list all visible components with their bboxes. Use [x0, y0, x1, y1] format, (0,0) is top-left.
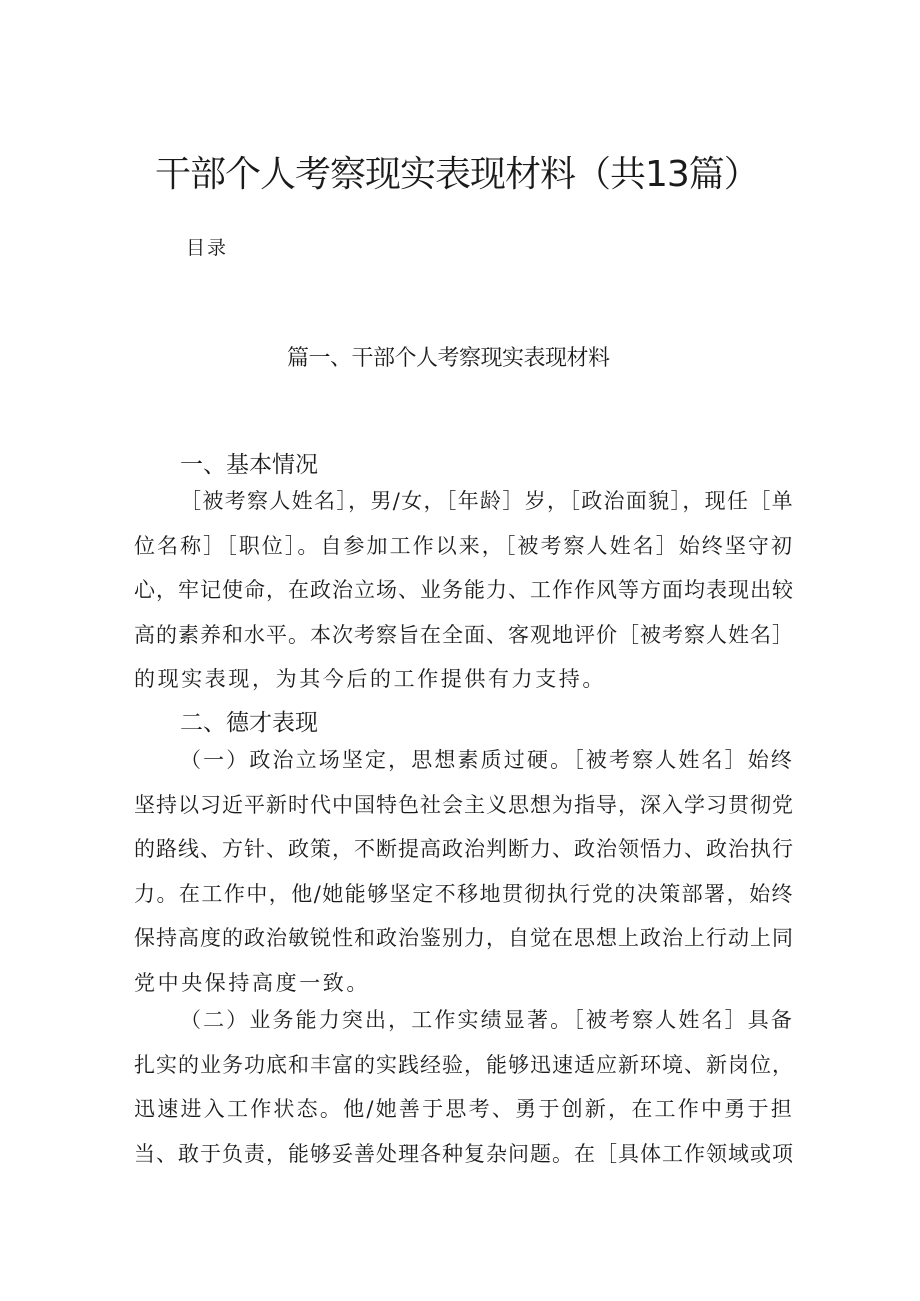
- paragraph-line: 当、敢于负责，能够妥善处理各种复杂问题。在［具体工作领域或项: [134, 1141, 794, 1166]
- document-title: 干部个人考察现实表现材料（共13篇）: [155, 154, 759, 195]
- paragraph-line: 扎实的业务功底和丰富的实践经验，能够迅速适应新环境、新岗位，: [134, 1052, 794, 1077]
- paragraph-business-ability: [134, 998, 794, 1176]
- paragraph-line: 保持高度的政治敏锐性和政治鉴别力，自觉在思想上政治上行动上同: [134, 926, 794, 950]
- paragraph-line: ［被考察人姓名］，男/女，［年龄］岁，［政治面貌］，现任［单: [180, 489, 794, 513]
- paragraph-line: 坚持以习近平新时代中国特色社会主义思想为指导，深入学习贯彻党: [134, 792, 794, 817]
- chapter-title: 篇一、干部个人考察现实表现材料: [287, 346, 610, 371]
- section-heading-basic-info: 一、基本情况: [180, 452, 318, 478]
- paragraph-line: 位名称］［职位］。自参加工作以来，［被考察人姓名］始终坚守初: [134, 533, 794, 558]
- paragraph-political-stance: [134, 738, 794, 1005]
- toc-label: 目录: [186, 237, 229, 259]
- paragraph-line: 心，牢记使命，在政治立场、业务能力、工作作风等方面均表现出较: [134, 578, 794, 602]
- paragraph-line: （一）政治立场坚定，思想素质过硬。［被考察人姓名］始终: [180, 748, 794, 772]
- paragraph-line: 党中央保持高度一致。: [134, 970, 370, 995]
- paragraph-line: 的现实表现，为其今后的工作提供有力支持。: [134, 667, 606, 691]
- paragraph-line: 迅速进入工作状态。他/她善于思考、勇于创新，在工作中勇于担: [134, 1097, 794, 1121]
- paragraph-line: 高的素养和水平。本次考察旨在全面、客观地评价［被考察人姓名］: [134, 622, 794, 647]
- section-heading-performance: 二、德才表现: [180, 710, 318, 736]
- paragraph-line: 力。在工作中，他/她能够坚定不移地贯彻执行党的决策部署，始终: [134, 881, 794, 906]
- paragraph-basic-info: [134, 479, 794, 702]
- paragraph-line: 的路线、方针、政策，不断提高政治判断力、政治领悟力、政治执行: [134, 837, 794, 861]
- paragraph-line: （二）业务能力突出，工作实绩显著。［被考察人姓名］具备: [180, 1008, 794, 1032]
